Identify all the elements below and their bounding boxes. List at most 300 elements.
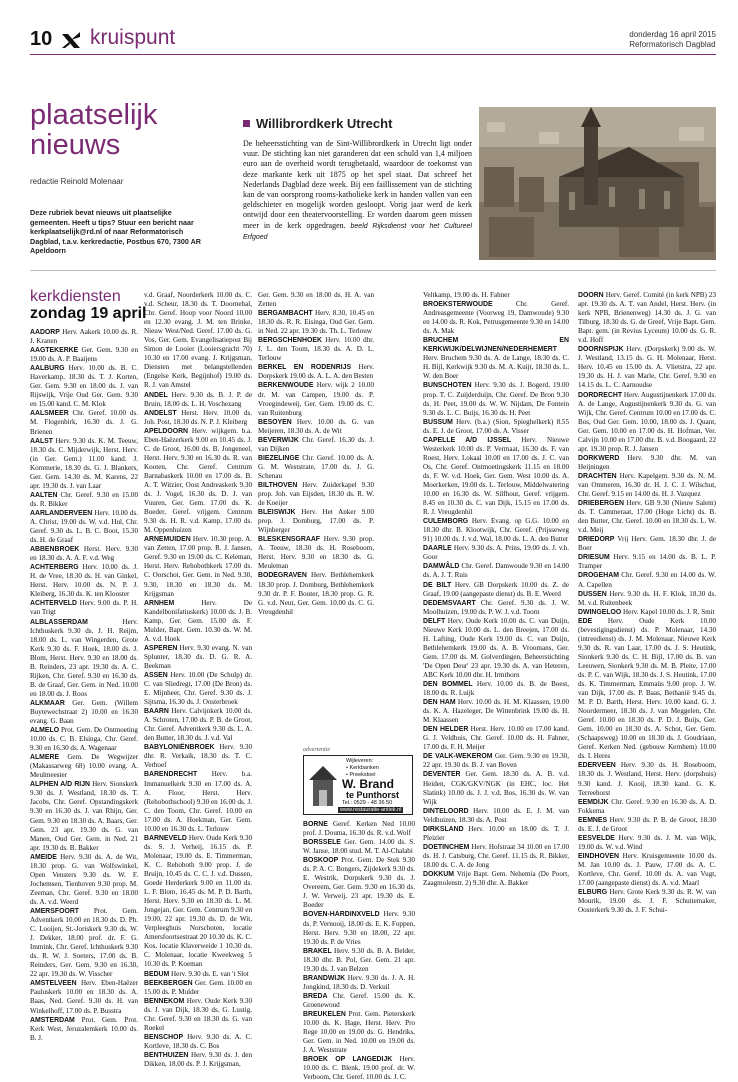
service-entry xyxy=(30,726,138,753)
service-details: Chr. Geref. 9.30 ds. J. W. Moolhuizen, 19.00 ds. P. W. J. v.d. Toorn xyxy=(423,598,569,616)
service-entry xyxy=(578,816,716,834)
service-details: Herv. 9.30 ds. K. M. Teeuw, 18.30 ds. C. Mijderwijk, Herst. Herv. (in Ger. Gem.) 11.00 kand. J. Kommerie, 18.30 ds. G. J. Blankers, Ger. Gem. 14.30 ds. M. Karens, 22 apr. 19.30 ds. J. van Laar xyxy=(30,436,138,490)
service-place: BORNE xyxy=(303,821,328,828)
service-details: Chr. Geref. 10.00 ds. A. G. M. Weststrate, 17.00 ds. J. G. Schenau xyxy=(258,453,374,480)
square-bullet-icon xyxy=(243,120,250,127)
service-details: Herv. Eben-Haëzer Pauluskerk 10.00 en 18.30 ds. A. Baas, Ned. Geref. 9.30 ds. H. van Winkelhoff, 17.00 ds. P. Busstra xyxy=(30,979,138,1015)
service-place: AAGTEKERKE xyxy=(30,347,79,355)
service-details: Chr. Geref. 9.30 en 15.00 ds. R. Bikker xyxy=(30,490,138,508)
service-details: Herv. 9.30 ds. A. C. Kortleve, 18.30 ds. C. Bos xyxy=(144,1032,253,1050)
services-column-6 xyxy=(578,291,716,1043)
service-entry xyxy=(578,391,716,454)
service-details: Ger. Gem. 9.30 en 19.30, 22 apr. 19.30 ds. B. J. van Boven xyxy=(423,752,570,770)
service-entry xyxy=(578,454,716,472)
service-details: Herv. 9.30 ds. B. J. P. de Bruin, 18.00 ds. L. H. Voschezang xyxy=(144,390,253,408)
section-divider xyxy=(30,270,716,271)
service-entry xyxy=(30,1016,138,1043)
service-place: ALPHEN A/D RIJN xyxy=(30,781,91,789)
service-details: Herv. Oude Kerk 10.00 ds. C. van Duijn, Nieuwe Kerk 10.00 ds. L. den Breejen, 17.00 ds. H. Lafting, Oude Kerk 19.00 ds. C. van Duijn, Bethlehemkerk 19.00 ds. A. B. Vroomans, Ger. Gem. 17.00 ds. M. Golverdingen, Beheerstichting 'De Open Deur' 23 apr. 19.30 ds. A. van Heteren, ABC Kerk 10.00 dhr. H. Irmthorn xyxy=(423,616,569,679)
service-details: Herv. Oude Kerk 10.00 (bevestigingsdienst) ds. P. Molenaar, 14.30 (intreedienst) ds. J. M. Molenaar, Nieuwe Kerk 9.30 ds. R. van Laar, 17.00 ds. J. S. Heutink, Sionkerk 9.30 ds. C. H. Bijl, 17.00 ds. B. van Leeuwen, Sionkerk 9.30 ds. M. B. Pleite, 17.00 ds. P. C. van Wijk, 18.30 ds. J. S. Heutink, 17.00 ds. K. Timmerman, Emmaüs 9.00 prop. J. W. van Dijk, 17.00 ds. P. Baas, Bethanië 9.45 ds. M. P. D. Barth, Herst. Herv. 10.00 kand. G. J. Noordermeer, 18.30 ds. J. van Meggelen, Chr. Geref. 10.00 en 18.30 ds. P. D. J. Buijs, Ger. Gem. 10.00 en 18.30 ds. A. Schot, Ger. Gem. (Schaapsweg) 10.00 en 18.30 ds. J. Goudriaan, Geref. Kerken Ned. (gebouw Kernhem) 10.00 ds. I. Heres xyxy=(578,616,716,761)
service-place: DOORNSPIJK xyxy=(578,346,624,354)
service-entry xyxy=(423,807,569,825)
service-entry xyxy=(30,563,138,599)
service-entry xyxy=(144,997,252,1033)
service-details: Herv. 10.00 dhr. J. L. den Toom, 18.30 ds. A. D. L. Terlouw xyxy=(258,336,374,363)
advert-box xyxy=(303,755,413,815)
service-entry xyxy=(30,328,138,346)
service-entry xyxy=(578,617,716,762)
service-place: BLESKENSGRAAF xyxy=(258,536,321,544)
service-details: Herv. De Kandelbonifatiuskerk) 10.00 ds. J. B. Kamp, Ger. Gem. 15.00 ds. F. Mulder, Bapt. Gem. 10.30 ds. W. M. A. v.d. Hoek xyxy=(144,598,252,643)
service-details: Herv. Kapel 10.00 ds. J. R. Smit xyxy=(623,607,715,616)
service-entry xyxy=(423,336,569,381)
service-place: EESVELDE xyxy=(578,834,615,842)
service-place: BROEK OP LANGEDIJK xyxy=(303,1056,393,1064)
service-place: DELFT xyxy=(423,617,446,625)
service-details: Herv. Oude Kerk 9.30 ds. J. van Dijk, 18.30 ds. G. Lustig, Chr. Geref. 9.30 en 18.30 ds. G. van Roekel xyxy=(144,996,252,1032)
services-column-1 xyxy=(30,328,138,1043)
service-place: EEMDIJK xyxy=(578,798,609,806)
service-entry xyxy=(258,508,374,535)
service-entry xyxy=(303,820,415,838)
service-details: Herv. 9.30 dhr. R. Verkaik, 18.30 ds. T. C. Verhoef xyxy=(144,743,252,770)
service-place: BILTHOVEN xyxy=(258,481,298,489)
service-details: Vrij Herv. Gem. 18.30 dhr. J. de Boer xyxy=(578,535,716,553)
service-place: ALMELO xyxy=(30,727,60,735)
service-entry xyxy=(423,418,569,436)
service-entry xyxy=(144,979,252,997)
service-entry xyxy=(30,545,138,563)
service-entry xyxy=(423,581,569,599)
service-details: Herv. Augustijnenkerk 17.00 ds. A. de Lange, Augustijnenkerk 9.30 ds. G. van Wijk, Chr. Geref. Centrum 10.00 en 17.00 ds. C. Bos, Oud Ger. Gem. 10.00, 18.00 ds. J. Quant, Ger. Gem. 10.00 en 17.00 ds. H. Hofman, Ver. Calvijn 10.00 en 17.00 dhr. B. v.d. Boogaard, 22 apr. 19.30 prop. R. J. Jansen xyxy=(578,390,716,453)
service-place: BARNEVELD xyxy=(144,834,187,842)
service-details: Herv. 10.00 en 18.00 ds. T. J. Pleizier xyxy=(423,824,569,842)
service-entry xyxy=(30,509,138,545)
service-entry xyxy=(578,571,716,589)
service-details: Veltkamp, 19.00 ds. H. Fahner xyxy=(423,291,510,299)
service-place: BEDUM xyxy=(144,970,170,978)
service-details: Chr. Geref. Damwoude 9.30 en 14.00 ds. A. J. T. Ruis xyxy=(423,562,569,580)
service-place: DOORN xyxy=(578,292,604,299)
service-entry xyxy=(423,825,569,843)
service-place: AALSMEER xyxy=(30,410,69,418)
service-details: Herv. 10.00 ds. B. C. Haverkamp, 18.30 ds. T. J. Korten, Ger. Gem. 9.30 en 18.00 ds. J. van Rijswijk, Vrije Oud Ger. Gem. 9.30 en 15.00 kand. C. M. Klok xyxy=(30,364,138,409)
service-place: BENTHUIZEN xyxy=(144,1051,189,1059)
service-place: DRIEDORP xyxy=(578,536,615,544)
service-entry xyxy=(258,454,374,481)
service-details: Herv. 9.30 ds. J. den Dikken, 18.00 ds. P. J. Krijgsman, xyxy=(144,1050,253,1068)
service-details: Herv. 8.30, 10.45 en 18.30 ds. R. R. Eisinga, Oud Ger. Gem. in Ned. 22 apr. 19.30 ds. Th. L. Terlouw xyxy=(258,309,374,336)
service-entry xyxy=(303,974,415,992)
service-place: ARNEMUIDEN xyxy=(144,536,191,544)
service-place: ACHTERVELD xyxy=(30,600,77,608)
service-entry xyxy=(423,517,569,544)
service-details: Herv. Bruchem 9.30 ds. A. de Lange, 18.30 ds. C. H. Bijl, Kerkwijk 9.30 ds. M. A. Kuijt, 18.30 ds. L. W. den Boer xyxy=(423,354,569,381)
service-entry xyxy=(30,491,138,509)
service-details: Herv. Zuiderkapel 9.30 prop. Joh. van Eijsden, 18.30 ds. R. W. de Koeijer xyxy=(258,480,374,508)
service-details: Herv. 10.00 ds. A. Christ, 19.00 ds. W. v.d. Hul, Chr. Geref. 9.30 ds. L. B. C. Boot, 15.30 ds. H. de Graaf xyxy=(30,508,138,545)
service-entry xyxy=(578,499,716,535)
advert-website[interactable]: www.restauratie-antiek.nl xyxy=(340,807,402,813)
service-place: AARLANDERVEEN xyxy=(30,509,93,517)
service-details: Herv. Grote Kerk 9.30 ds. R. W. van Mourik, 19.00 ds. J. F. Schuitemaker, Oosterkerk 9.30 ds. J. F. Schui- xyxy=(578,888,717,915)
service-place: DAARLE xyxy=(423,545,452,553)
advert-company-place: te Punthorst xyxy=(346,790,399,800)
service-details: Herv. 10.00 ds. H. M. Klaassen, 19.00 ds. K. A. Hazeleger, De Wittenbrink 19.00 ds. H. M. Klaassen xyxy=(423,698,569,725)
service-entry xyxy=(144,743,252,770)
service-details: Herv. (Dorpskerk) 9.00 ds. W. J. Westland, 13.15 ds. G. H. Molenaar, Herst. Herv. 10.45 en 15.00 ds. A. Vlietstra, 22 apr. 19.30 ds. H. J. van Marle, Chr. Geref. 9.30 en 14.15 ds. L. C. Aarnoudse xyxy=(578,345,716,390)
service-details: Herv. Ichthuskerk 9.30 ds. J. H. Reijm, 18.00 ds. L. van Wingerden, Grote Kerk 9.30 ds. F. Hoek, 18.00 ds. J. Blom, Herst. Herv. 9.30 en 18.00 ds. B. Reinders, 23 apr. 19.30 ds. A. C. Rijken, Chr. Geref. 9.30 en 16.30 ds. B. de Graaf, Ger. Gem. in Ned. 10.00 en 18.00 ds. J. Roos xyxy=(30,617,138,698)
service-place: CAPELLE A/D IJSSEL xyxy=(423,436,512,444)
service-place: BESOYEN xyxy=(258,418,292,426)
service-place: AMERSFOORT xyxy=(30,908,79,915)
service-entry xyxy=(144,391,252,409)
article-body: De beheersstichting van de Sint-Willibrordkerk in Utrecht ligt onder vuur. De stichting kan niet garanderen dat een schuld van 1,4 miljoen euro aan de overheid wordt terugbetaald, waardoor de toekomst van deze markante kerk uit 1875 op het spel staat. Dat schreef het Nederlands Dagblad deze week. Bij een faillissement van de stichting kan de van oorsprong rooms-katholieke kerk in handen vallen van een geldschieter en mogelijk worden gesloopt. Vorig jaar werd de kerk ontwijd door een theatervoorstelling. Er worden daarom geen missen meer in de kerk opgedragen. beeld Rijksdienst voor het Cultureel Erfgoed xyxy=(243,139,472,241)
issue-date: donderdag 16 april 2015 xyxy=(629,30,716,39)
service-details: Ger. Gem. 14.00 ds. S. W. Janse, 18.00 stud. M. T. Al-Chalabi xyxy=(303,838,415,856)
service-entry xyxy=(258,418,374,436)
service-place: ALMERE xyxy=(30,754,60,762)
service-details: Herv. Calvijnkerk 10.00 ds. A. Schroten, 17.00 ds. P. B. de Groot, Chr. Geref. Adventkerk 9.30 ds. L. A. den Butter, 18.30 ds. J. v.d. Val xyxy=(144,707,252,743)
kerkdiensten-title: kerkdiensten xyxy=(30,288,121,305)
service-place: DOETINCHEM xyxy=(423,843,470,851)
services-column-3 xyxy=(258,291,374,741)
header-meta xyxy=(629,30,716,50)
service-entry xyxy=(578,553,716,571)
service-entry xyxy=(30,409,138,436)
service-entry xyxy=(144,1051,252,1069)
service-details: Herv. Bethlehemkerk 18.30 prop. J. Domburg, Bethlehemkerk 9.30 dr. P. F. Bouter, 18.30 prop. G. R. G. v.d. Neut, Ger. Gem. 10.00 ds. C. G. Vreugdenhil xyxy=(258,571,374,616)
service-place: BAARN xyxy=(144,708,169,716)
service-details: Herst. Herv. 10.00 en 17.00 kand. G. J. Veldhuis, Chr. Geref. 10.00 ds. H. Fahner, 17.00 ds. F. H. Meijer xyxy=(423,725,569,752)
service-details: Herv. 9.30 ds. J. M. van Wijk, 19.00 ds. W. v.d. Wind xyxy=(578,833,717,851)
service-entry xyxy=(423,300,569,336)
service-details: Ger. Gem. 9.30 en 19.00 ds. A. P. Baaijens xyxy=(30,346,138,364)
service-place: DORDRECHT xyxy=(578,391,623,399)
service-place: BOSKOOP xyxy=(303,857,339,865)
service-place: BERKEL EN RODENRIJS xyxy=(258,364,352,372)
service-place: ALKMAAR xyxy=(30,699,65,707)
service-place: AMEIDE xyxy=(30,853,57,861)
service-entry xyxy=(423,870,569,888)
service-entry xyxy=(423,291,569,300)
service-details: Herv. 9.30 ds. P. Vernooij, 18.00 ds. E. K. Foppen, Herst. Herv. 9.30 en 18.00, 22 apr. 19.30 ds. P. de Vries xyxy=(303,910,415,946)
service-entry xyxy=(303,856,415,910)
service-place: DORKWERD xyxy=(578,454,620,462)
service-entry xyxy=(144,834,252,970)
service-details: Ger. Gem. (Willem Buytewechstraat 2) 10.00 en 16.30 evang. G. Baan xyxy=(30,698,138,726)
editor-credit: redactie Reinold Molenaar xyxy=(30,177,124,186)
service-entry xyxy=(578,291,716,345)
service-place: DWINGELOO xyxy=(578,608,622,616)
service-details: Herv. GB Dorpskerk 10.00 ds. Z. de Graaf, 19.00 (aangepaste dienst) ds. B. E. Weerd xyxy=(423,580,569,598)
service-place: AALTEN xyxy=(30,491,58,499)
advertisement xyxy=(303,747,413,815)
service-entry xyxy=(258,309,374,336)
service-entry xyxy=(144,535,252,598)
service-place: BIEZELINGE xyxy=(258,454,300,462)
service-details: Ger. Gem. 18.30 ds. A. B. v.d. Heiden, CGK/GKV/NGK (in EHC, loc. Het Slatink) 10.00 ds. J. J. v.d. Bos, 16.30 ds. W. van Wijk xyxy=(423,770,569,806)
service-place: BREDA xyxy=(303,992,328,1000)
service-entry xyxy=(578,590,716,608)
service-place: EEMNES xyxy=(578,816,608,824)
service-entry xyxy=(423,381,569,417)
service-entry xyxy=(578,798,716,816)
service-place: BOVEN-HARDINXVELD xyxy=(303,911,380,919)
service-details: Chr. Geref. 16.30 ds. J. van Dijken xyxy=(258,435,374,453)
service-details: Herv. Het Anker 9.00 prop. J. Domburg, 17.00 ds. P. Wijnberger xyxy=(258,508,374,535)
service-entry xyxy=(423,436,569,517)
service-details: Herst. Herv. 9.30 en 18.30 ds. A. A. F. v.d. Weg xyxy=(30,545,139,563)
service-entry xyxy=(578,472,716,499)
rubric-intro: Deze rubriek bevat nieuws uit plaatselijke gemeenten. Heeft u tips? Stuur een bericht naar kerkplaatselijk@rd.nl of naar Reformatorisch Dagblad, t.a.v. kerkredactie, Postbus 670, 7300 AR Apeldoorn xyxy=(30,208,201,255)
service-entry xyxy=(144,770,252,833)
service-place: DE VALK-WEKEROM xyxy=(423,753,493,761)
service-entry xyxy=(30,753,138,780)
service-place: BERKENWOUDE xyxy=(258,382,314,390)
service-entry xyxy=(423,843,569,870)
service-details: Ger. Gem. 10.00 en 15.00 ds. P. Mulder xyxy=(144,978,252,996)
service-details: Prot. Gem. Adventkerk 10.00 en 18.30 ds. D. Ph. C. Looijen, St.-Joriskerk 9.30 ds. W. J. Dekker, 18.00 prof. dr. F. G. Immink, Chr. Geref. Ichthuskerk 9.30 ds. R. W. J. Soeters, 17.00 ds. B. Reinders, Ger. Gem. 9.30 en 16.30, 22 apr. 19.30 ds. W. Visscher xyxy=(30,907,138,979)
cross-arrow-logo-icon xyxy=(60,30,82,52)
service-details: Prot. Gem. De Stek 9.30 ds. P. A. C. Bongers, Zijdekerk 9.30 ds. E. Westrik, Dorpskerk 9.30 ds. J. Overeem, Ger. Gem. 9.30 en 16.30 ds. J. W. Verweij, 23 apr. 19.30 ds. E. Boeder xyxy=(303,856,415,910)
service-entry xyxy=(578,535,716,553)
service-place: BABYLONIËNBROEK xyxy=(144,744,215,752)
service-entry xyxy=(258,481,374,508)
service-place: AALBURG xyxy=(30,365,65,373)
service-entry xyxy=(144,707,252,743)
service-entry xyxy=(303,1010,415,1055)
service-entry xyxy=(30,599,138,617)
service-place: BREUKELEN xyxy=(303,1010,346,1018)
service-place: ALBLASSERDAM xyxy=(30,618,88,626)
service-entry xyxy=(258,535,374,571)
service-details: Herv. Evang. op G.G. 10.00 en 18.30 dhr. B. Klootwijk, Chr. Geref. (Prijsseweg 91) 10.00 ds. J. v.d. Wal, 18.00 ds. L. A. den Butter xyxy=(423,517,569,544)
service-details: Herv. 9.30 ds. H. F. Klok, 18.30 ds. M. v.d. Ruitenbeek xyxy=(578,589,716,607)
service-details: Herv. Dorpskerk 19.00 ds. A. L. A. den Besten xyxy=(258,363,375,381)
service-details: Herv. Sionskerk 9.30 ds. J. Westland, 18.30 ds. T. Jacobs, Chr. Geref. Opstandingskerk 9.30 en 16.30 ds. J. van Rhijn, Ger. Gem. 9.30 en 18.30 ds. A. Baars, Ger. Gem. 23 apr. 19.30 ds. G. van Manen, Oud Ger. Gem. in Ned. 21 apr. 19.30 ds. B. Bakker xyxy=(30,780,138,852)
services-column-5 xyxy=(423,291,569,1043)
advert-phone: Tel.: 0529 - 48 36 50 xyxy=(342,800,393,806)
kerkdiensten-date: zondag 19 april xyxy=(30,305,147,322)
service-entry xyxy=(144,599,252,644)
service-details: Herv. 10.00 ds. J. H. de Vree, 18.30 ds. H. van Ginkel, Herst. Herv. 10.00 ds. N. P. J. Kleiberg, 16.30 ds. K. ten Klooster xyxy=(30,563,138,599)
service-details: Herv. 9.30 ds. A. Prins, 19.00 ds. J. v.h. Goor xyxy=(423,544,569,562)
service-details: Herv. 9.00 ds. P. H. van Trigt xyxy=(30,599,138,617)
service-place: BODEGRAVEN xyxy=(258,572,307,580)
service-place: AMSTERDAM xyxy=(30,1016,75,1024)
service-place: BERGAMBACHT xyxy=(258,310,313,318)
service-entry xyxy=(423,770,569,806)
service-place: EDERVEEN xyxy=(578,762,616,770)
service-entry xyxy=(423,725,569,752)
service-entry xyxy=(30,437,138,491)
service-place: DRACHTEN xyxy=(578,472,617,480)
service-entry xyxy=(423,562,569,580)
service-place: EDE xyxy=(578,617,593,625)
service-details: Prot. Gem. Prot. Kerk West, Jeruzalemkerk 10.00 ds. B. J. xyxy=(30,1015,138,1042)
service-place: DIRKSLAND xyxy=(423,825,464,833)
service-place: ASPEREN xyxy=(144,644,178,652)
service-place: EINDHOVEN xyxy=(578,852,619,860)
service-details: Herv. Kapelgem. 9.30 ds. N. M. van Ommeren, 16.30 dr. H. J. C. J. Wilschut, Chr. Geref. 9.15 en 14.00 ds. H. J. Vazquez xyxy=(578,471,716,499)
service-details: v.d. Graaf, Noorderkerk 10.00 ds. C. v.d. Scheur, 18.30 ds. T. Doornebal, Chr. Geref. Hoop voor Noord 10.00 en 12.30 evang. J. M. ten Brinke, Nieuw West/Ned. Geref. 17.00 ds. G. Vos, Ger. Gem. Evangelisatiepost Bij Simon de Looier (Looiersgracht 70) 10.30 en 17.00 evang. J. Krijgsman, Diensten met belangstellenden (Engelse Kerk, Begijnhof) 19.00 ds. R. J. van Amstel xyxy=(144,291,252,390)
service-details: Herv. 9.30 ds. H. Roseboom, 18.30 ds. J. Westland, Herst. Herv. (dorpshuis) 9.30 kand. J. Kooij, 18.30 kand. G. K. Terreehorst xyxy=(578,761,716,797)
service-details: Herv. 9.30 ds. B. A. Belder, 18.30 dhr. B. Pol, Ger. Gem. 21 apr. 19.30 ds. J. van Belzen xyxy=(303,946,415,973)
service-entry xyxy=(258,291,374,309)
service-place: DE BILT xyxy=(423,581,452,589)
service-place: BUSSUM xyxy=(423,418,453,426)
service-entry xyxy=(30,979,138,1015)
service-entry xyxy=(144,671,252,707)
page-header xyxy=(30,26,716,55)
service-entry xyxy=(578,852,716,888)
service-details: Herv. Oude Kerk 9.30 ds. S. J. Verheij, 16.15 ds. P. Molenaar, 19.00 ds. E. Timmerman, K. C. Rehoboth 9.00 prop. J. de Bruijn, 10.45 ds. C. C. J. v.d. Dussen, Goede Herderkerk 9.00 en 11.00 ds. L. F. Blom, 16.45 ds. M. P. D. Barth, Herst. Herv. 9.30 en 18.30 ds. L. M. Jongejan, Ger. Gem. Centrum 9.30 en 19.00, 22 apr. 19.30 ds. D. de Wit, Verpleeghuis Norschoten, locatie Amersfoortsestraat 20 10.30 ds. K. C. Kos, locatie Klaverweide 1 10.30 ds. C. Molenaar, locatie Kweekweg 5 10.30 ds. P. Koeman xyxy=(144,833,252,969)
service-entry xyxy=(578,345,716,390)
service-place: DEN HELDER xyxy=(423,726,469,734)
service-place: AMSTELVEEN xyxy=(30,980,77,988)
service-details: Herv. (b.a.) (Sion, Spieghelkerk) 8.55 ds. E. J. de Groot, 17.00 ds. A. Visser xyxy=(423,417,569,435)
service-place: DINTELOORD xyxy=(423,807,469,815)
service-place: DEN HAM xyxy=(423,699,456,707)
service-place: ANDEL xyxy=(144,391,168,399)
service-entry xyxy=(30,346,138,364)
service-entry xyxy=(30,364,138,409)
service-place: CULEMBORG xyxy=(423,518,469,526)
service-entry xyxy=(423,752,569,770)
service-details: Ger. Gem. 9.30 en 18.00 ds. H. A. van Zetten xyxy=(258,291,374,309)
service-place: ARNHEM xyxy=(144,599,175,607)
service-entry xyxy=(144,409,252,427)
plaatselijk-nieuws-title: plaatselijk nieuws xyxy=(30,99,158,161)
service-details: Herv. 10.00 (De Schulp) dr. C. van Sliedregt, 17.00 (De Bron) ds. E. Mijnheer, Chr. Geref. 9.30 ds. J. Sijtsma, 16.30 ds. J. Oosterbroek xyxy=(144,670,252,707)
article-title: Willibrordkerk Utrecht xyxy=(243,116,392,131)
page-number: 10 xyxy=(30,28,53,50)
service-details: Geref. Kerken Ned 10.00 prof. J. Douma, 16.30 ds. R. v.d. Wolf xyxy=(303,820,415,838)
service-place: AALST xyxy=(30,437,53,445)
newspaper-name: Reformatorisch Dagblad xyxy=(629,40,716,49)
service-entry xyxy=(578,608,716,617)
service-entry xyxy=(144,644,252,671)
service-entry xyxy=(303,1055,415,1082)
service-place: BRUCHEM EN KERKWIJK/DELWIJNEN/NEDERHEMERT xyxy=(423,337,569,354)
service-entry xyxy=(258,363,374,381)
service-details: Herv. 9.30 ds. A. de Wit, 18.30 prop. G. van Wolfswinkel, Open Vensters 9.30 ds. W. F. Jochemsen, Tienhoven 9.30 prop. M. Zeeman, Chr. Geref. 9.30 en 18.00 ds. A. v.d. Weerd xyxy=(30,852,138,906)
service-place: DEVENTER xyxy=(423,771,461,779)
service-details: Prot. Gem. Pieterskerk 10.00 ds. K. Hage, Herst. Herv. Pro Rege 10.00 en 19.00 ds. G. Hendriks, Ger. Gem. in Ned. 10.00 en 19.00 ds. J. A. Weststrate xyxy=(303,1009,415,1055)
service-details: Chr. Geref. Andreasgemeente (Voorweg 19, Damwoude) 9.30 en 14.00 ds. R. Kok, Petrusgemeente 9.30 en 14.00 ds. A. Mak xyxy=(423,300,569,336)
service-details: Herv. Nieuwe Westerkerk 10.00 ds. P. Vermaat, 16.30 ds. F. van Roest, Herv. Lokaal 10.00 en 17.00 ds. J. C. van Os, Chr. Geref. Ontmoetingskerk 11.15 en 18.00 ds. F. W. v.d. Hoek, Ger. Gem. West 10.00 ds. A. Moerkerken, 19.00 ds. L. Terlouw, Middelwatering 10.00 en 16.30 ds. W. Silfhout, Geref. vrijgem. 8.45 en 10.30 ds. C. van Dijk, 15.15 en 17.00 ds. R. J. Vreugdenhil xyxy=(423,435,570,517)
service-details: Chr. Geref. 9.30 en 16.30 ds. A. D. Fokkema xyxy=(578,797,716,815)
service-entry xyxy=(144,291,252,391)
service-place: ASSEN xyxy=(144,671,168,679)
service-place: ACHTERBERG xyxy=(30,564,79,572)
service-details: Herv. Kruisgemeente 10.00 ds. M. Jan 10.00 ds. J. Pauw, 17.00 ds. A. C. Kortleve, Chr. Geref. 10.00 ds. A. van Vugt, 17.00 (aangepaste dienst) ds. A. v.d. Maarl xyxy=(578,851,716,888)
service-entry xyxy=(144,1033,252,1051)
service-entry xyxy=(578,761,716,797)
service-entry xyxy=(423,599,569,617)
service-details: Chr. Geref. 9.30 en 14.00 ds. W. A. Capellen xyxy=(578,571,716,589)
service-entry xyxy=(30,699,138,726)
service-entry xyxy=(303,947,415,974)
service-details: Herv. 9.30 ds. J. A. H. Jongkind, 18.30 ds. D. Verkuil xyxy=(303,973,415,991)
advert-product-list: Wijleveren: • Kerkbanken • Preekstoel xyxy=(346,758,379,778)
section-title: kruispunt xyxy=(90,26,176,49)
service-details: Herv. wijk 2 10.00 dr. M. van Campen, 19.00 ds. P. Vroegindeweij, Ger. Gem. 19.00 ds. C. van Ruitenburg xyxy=(258,381,374,417)
service-place: BARENDRECHT xyxy=(144,771,198,779)
service-entry xyxy=(258,436,374,454)
service-details: Herv. 10.00 ds. C. Blenk, 19.00 prof. dr. W. Verboom, Chr. Geref. 10.00 ds. J. C. xyxy=(303,1055,415,1082)
service-place: DEN BOMMEL xyxy=(423,681,473,689)
service-details: Gem. De Wegwijzer (Makassarweg 68) 10.00 evang. A. Meulmeester xyxy=(30,753,138,780)
service-details: Chr. Geref. 15.00 ds. K. Groenewoud xyxy=(303,991,415,1009)
service-entry xyxy=(30,853,138,907)
service-entry xyxy=(258,571,374,616)
service-entry xyxy=(30,907,138,979)
service-entry xyxy=(144,427,252,536)
service-details: Herv. Aakerk 10.00 ds. R. J. Kranen xyxy=(30,328,138,346)
service-details: Herv. Geref. Comité (in kerk NPB) 23 apr. 19.30 ds. A. T. van Andel, Herst. Herv. (in kerk NPB, Brienenweg) 14.30 ds. J. G. van Tilburg, 18.30 ds. G. de Greef, Vrije Bapt. Gem. Bapt. gem. (in Revius Lyceum) 10.00 ds. G. R. v.d. Hoff xyxy=(578,291,716,345)
service-place: ABBENBROEK xyxy=(30,546,80,554)
service-entry xyxy=(423,680,569,698)
service-details: Chr. Geref. 10.00 ds. M. Flogenbirk, 16.30 ds. J. G. Brienen xyxy=(30,409,138,436)
services-column-2 xyxy=(144,291,253,1068)
service-place: DRIEBERGEN xyxy=(578,500,624,508)
service-details: Herv. 10.00 ds. B. de Boest, 18.00 ds. R. Luijk xyxy=(423,680,569,698)
service-entry xyxy=(423,698,569,725)
church-photo xyxy=(479,107,716,260)
service-place: BEEKBERGEN xyxy=(144,979,193,987)
service-details: Herv. 10.30 prop. A. van Zetten, 17.00 prop. R. J. Jansen, Geref. 9.30 en 19.00 ds. C. Keleman, Herst. Herv. Rehobothkerk 17.00 ds. C. Oorschot, Ger. Gem. in Ned. 9.30, 9.30, 18.30 en 18.30 ds. M. Krijgsman xyxy=(144,535,252,598)
service-details: Herv. b.a. Immanuelkerk 9.30 en 17.00 ds. A. A. Floor, Herst. Herv. (Rehobothschool) 9.30 en 16.00 ds. J. C. den Toom, Chr. Geref. 10.00 en 17.00 ds. A. Hoekman, Ger. Gem. 10.00 en 16.30 ds. L. Terlouw xyxy=(144,770,252,833)
service-place: BEVERWIJK xyxy=(258,436,299,444)
service-place: ANDELST xyxy=(144,409,177,417)
service-entry xyxy=(578,888,716,915)
advert-label: advertentie xyxy=(303,747,330,753)
photo-caption: beeld Rijksdienst voor het Cultureel Erfgoed xyxy=(243,222,472,241)
service-place: BENSCHOP xyxy=(144,1033,184,1041)
service-entry xyxy=(423,544,569,562)
service-details: Herv. 9.30 ds. J. Bogerd, 19.00 prop. T. C. Zuijderduijn, Chr. Geref. De Bron 9.30 ds. H. Peet, 19.00 ds. W. W. Nijdam, De Fontein 9.30 ds. L. C. Buijs, 16.30 ds. H. Peet xyxy=(423,381,569,417)
service-details: Herv. 10.00 ds. G. van Meijeren, 18.30 ds. A. de Wit xyxy=(258,417,374,435)
services-column-4 xyxy=(303,820,415,1082)
service-details: Herv. 9.30 ds. P. B. de Groot, 18.30 ds. E. J. de Groot xyxy=(578,815,716,833)
service-place: APELDOORN xyxy=(144,427,189,435)
service-entry xyxy=(303,910,415,946)
service-place: BRANDWIJK xyxy=(303,974,346,982)
service-place: BENNEKOM xyxy=(144,997,185,1005)
service-place: BRAKEL xyxy=(303,947,332,955)
service-place: ELBURG xyxy=(578,889,608,897)
service-details: Herv. 9.30 evang. N. van Splunter, 18.30 ds. D. G. R. A. Beekman xyxy=(144,643,252,670)
service-place: BROEKSTERWOUDE xyxy=(423,301,493,309)
service-details: Herv. 9.30 prop. A. Teeuw, 18.30 ds. H. Roseboom, Herst. Herv. 9.30 en 18.30 ds. G. Meuleman xyxy=(258,535,374,571)
service-details: Herv. Hofstraat 34 10.00 en 17.00 ds. H. J. Catsburg, Chr. Geref. 11.15 ds. R. Bikker, 18.00 ds. C. A. de Jong xyxy=(423,842,569,869)
service-place: DRIESUM xyxy=(578,554,610,562)
advert-company-name: W. Brand xyxy=(342,777,395,791)
service-place: DAMWÂLD xyxy=(423,563,460,571)
service-details: Prot. Gem. De Ontmoeting 10.00 ds. C. B. Elsinga, Chr. Geref. 9.30 en 16.30 ds. A. Wagenaar xyxy=(30,726,138,753)
service-entry xyxy=(423,617,569,680)
service-details: Herv. GB 9.30 (Nieuw Salem) ds. T. Cammeraat, 17.00 (Hoge Licht) ds. B. den Butter, Chr. Geref. 10.00 en 18.30 ds. L. W. v.d. Meij xyxy=(578,499,716,535)
service-place: DROGEHAM xyxy=(578,572,619,580)
service-details: Herv. wijkgem. b.a. Eben-Haëzerkerk 9.00 en 10.45 ds. J. C. de Groot, 16.00 ds. B. Jongeneel, Herst. Herv. 9.30 en 16.30 ds. R. van Kooten, Chr. Geref. Centrum Barnabaskerk 10.00 en 17.00 ds. B. A. T. Witzier, Oost Andreaskerk 9.30 ds. J. Vogel, 16.30 ds. D. J. van Vuuren, Ger. Gem. 17.00 ds. K. Boeder, Geref. vrijgem. Centrum 9.30 ds. H. R. v.d. Kamp, 17.00 ds. M. Oppenhuizen xyxy=(144,426,252,535)
service-entry xyxy=(144,970,252,979)
service-details: Herst. Herv. 10.00 ds. Joh. Post, 18.30 ds. N. P. J. Kleiberg xyxy=(144,408,252,426)
service-details: Herv. 9.30 ds. E. van 't Slot xyxy=(171,969,249,978)
service-place: DUSSEN xyxy=(578,590,607,598)
service-details: Herv. 10.00 ds. E. J. M. van Veldhuizen, 18.30 ds. A. Post xyxy=(423,806,569,824)
